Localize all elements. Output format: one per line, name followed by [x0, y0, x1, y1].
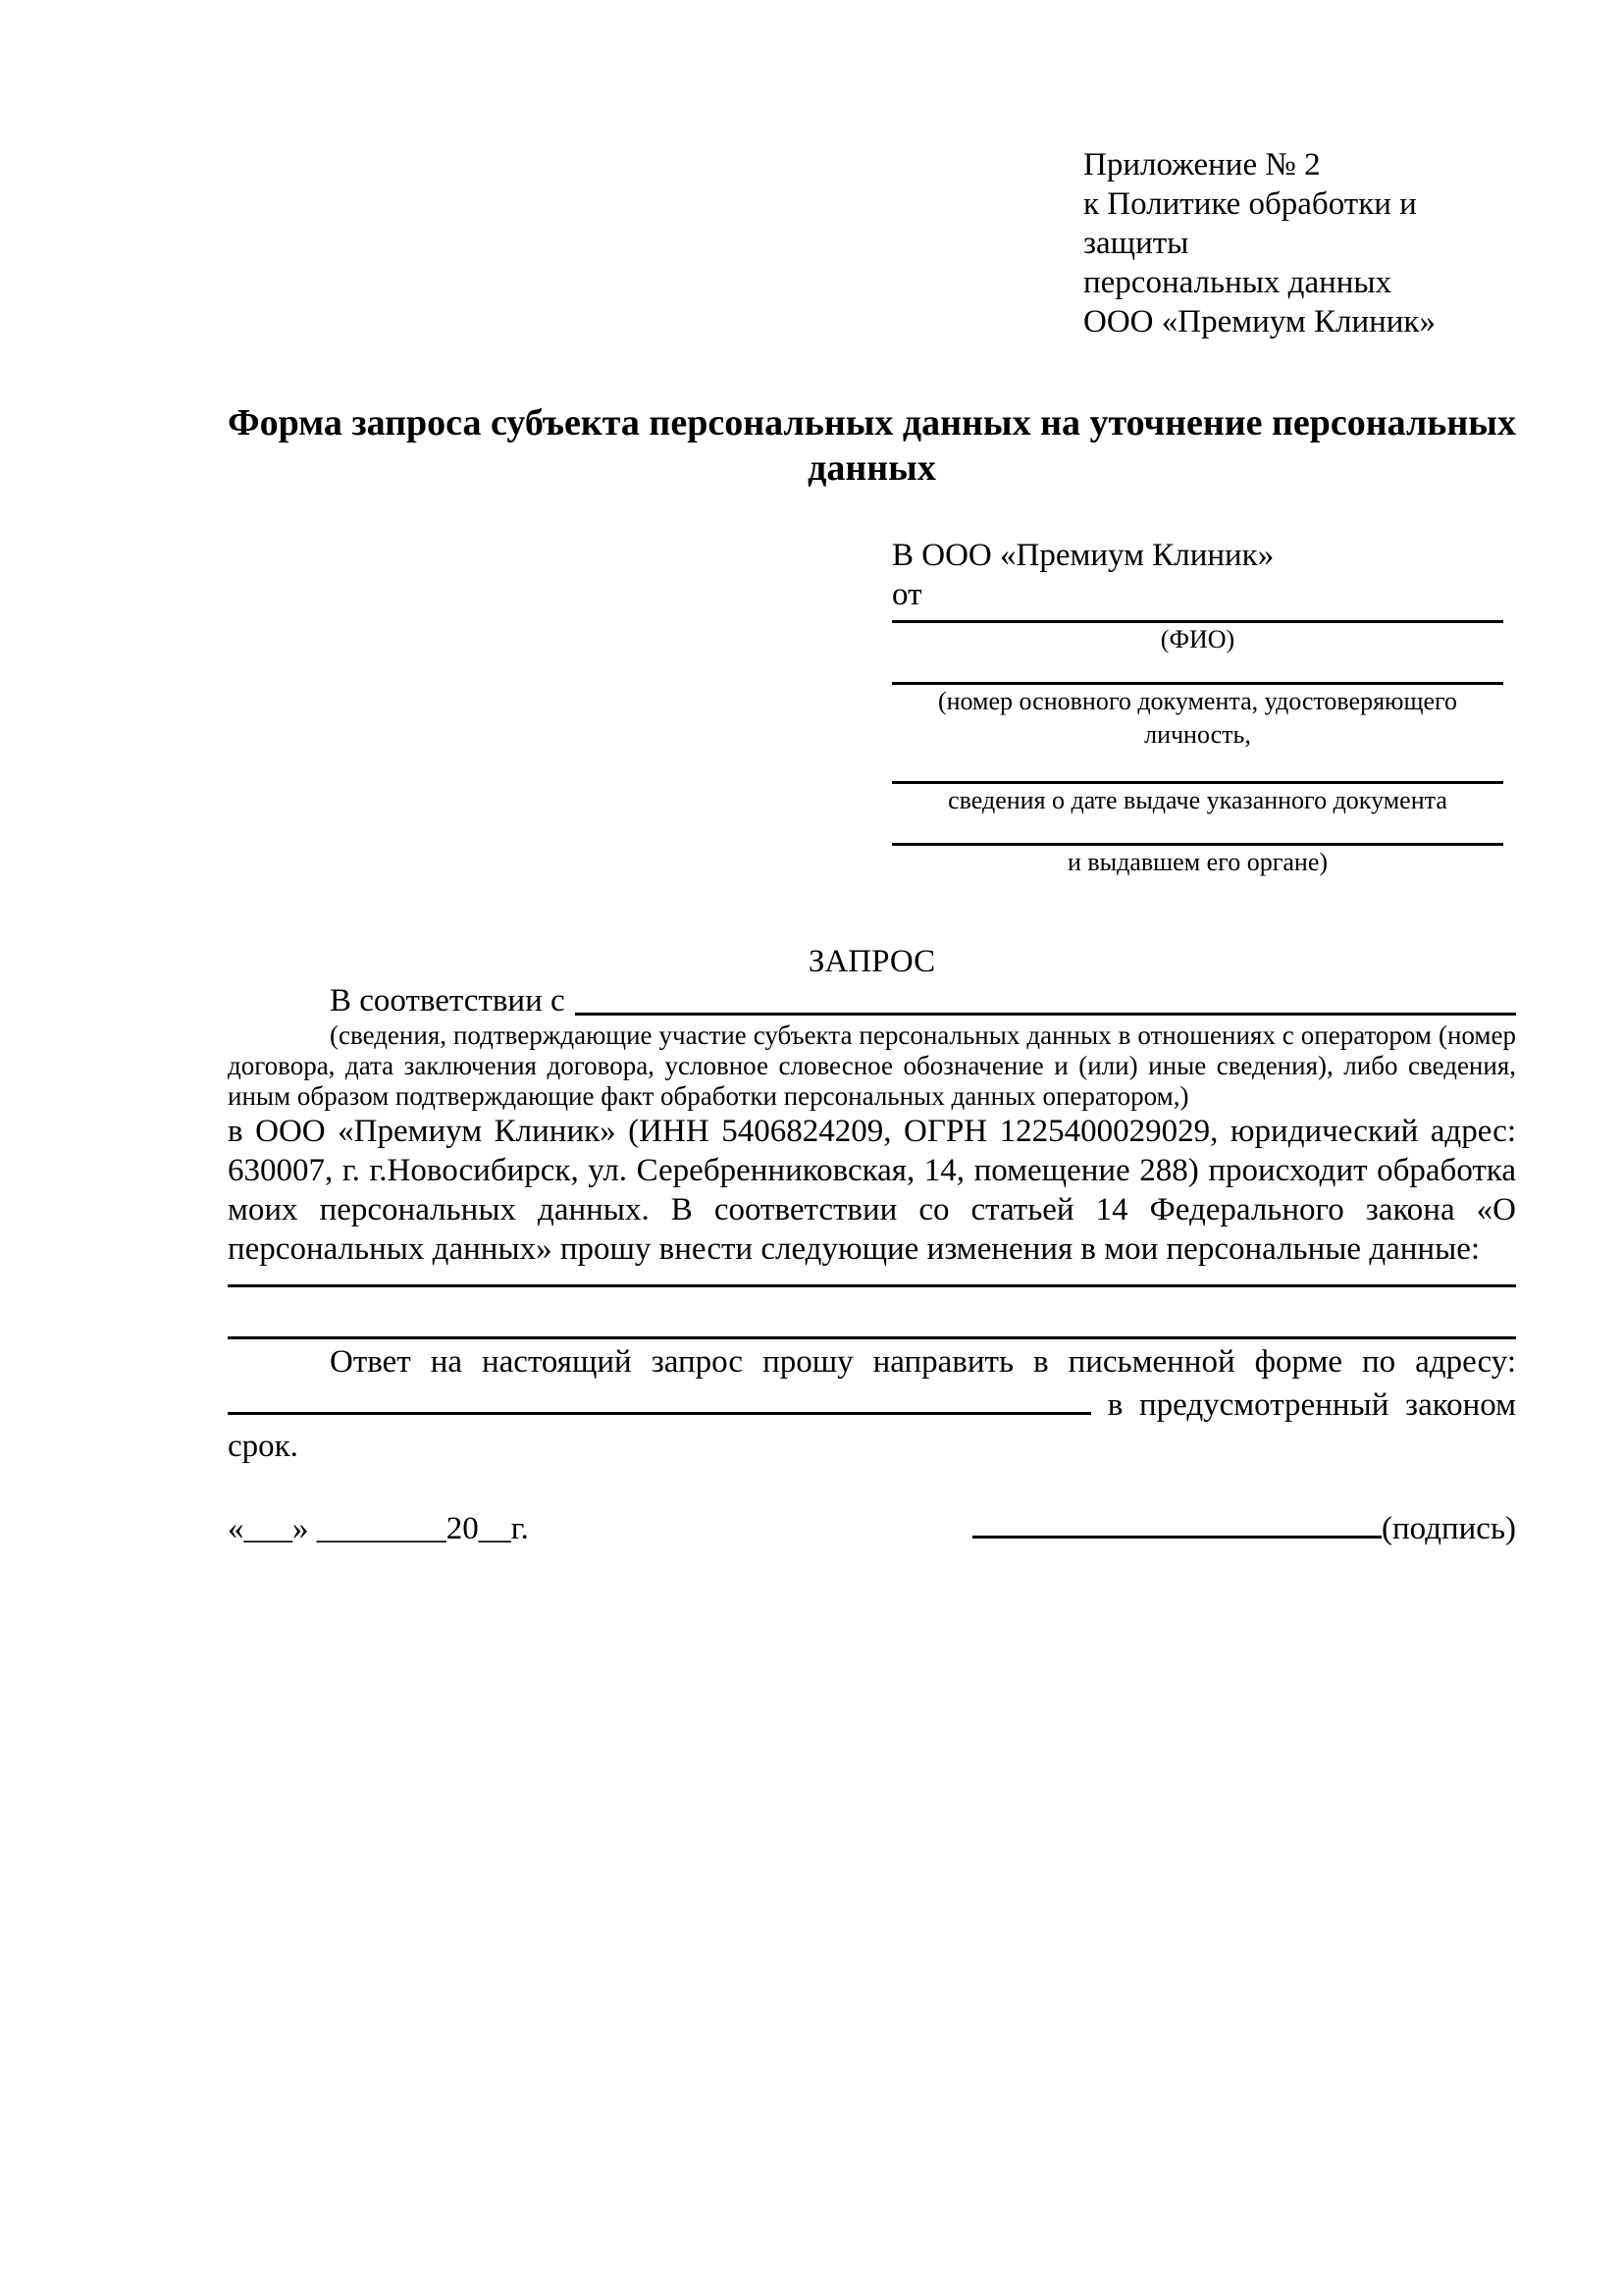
addressee-block — [892, 536, 1503, 879]
changes-blank-line-1[interactable] — [228, 1269, 1516, 1287]
accordance-note: (сведения, подтверждающие участие субъекта персональных данных в отношениях с оператором (номер договора, дата заключения договора, условное словесное обозначение и (или) иные сведения), либо сведения, иным образом подтверждающие факт обработки персональных данных оператором,) — [228, 1020, 1516, 1111]
body-paragraph: в ООО «Премиум Клиник» (ИНН 5406824209, ОГРН 1225400029029, юридический адрес: 630007, г. г.Новосибирск, ул. Серебренниковская, 14, помещение 288) происходит обработка моих персональных данных. В соответствии со статьей 14 Федерального закона «О персональных данных» прошу внести следующие изменения в мои персональные данные: — [228, 1114, 1516, 1267]
page-title: Форма запроса субъекта персональных данных на уточнение персональных данных — [228, 402, 1516, 489]
reply-paragraph — [228, 1341, 1516, 1467]
reply-sentence: Ответ на настоящий запрос прошу направить в письменной форме по адресу: — [330, 1344, 1516, 1380]
signature-row — [228, 1508, 1516, 1548]
signature-caption: (подпись) — [1382, 1511, 1516, 1546]
request-heading: ЗАПРОС — [808, 944, 936, 979]
date-blank[interactable]: «___» ________20__г. — [228, 1511, 529, 1546]
appendix-line: Приложение № 2 — [1083, 147, 1321, 183]
signature-group — [972, 1508, 1516, 1548]
doc-number-blank-line[interactable] — [892, 656, 1503, 685]
issue-date-caption: сведения о дате выдаче указанного документа — [948, 786, 1447, 814]
doc-number-caption: (номер основного документа, удостоверяющего личность, — [937, 687, 1458, 749]
fio-caption: (ФИО) — [1160, 625, 1235, 653]
appendix-line: ООО «Премиум Клиник» — [1083, 304, 1436, 339]
issuing-authority-blank-line[interactable] — [892, 817, 1503, 846]
issuing-authority-caption: и выдавшем его органе) — [1067, 848, 1329, 876]
appendix-line: к Политике обработки и защиты — [1083, 186, 1417, 261]
appendix-block — [1083, 145, 1516, 341]
accordance-row — [228, 981, 1516, 1020]
addressee-organization: В ООО «Премиум Клиник» — [892, 538, 1275, 573]
address-blank-line[interactable] — [228, 1383, 1091, 1415]
issue-date-blank-line[interactable] — [892, 752, 1503, 784]
appendix-line: персональных данных — [1083, 265, 1392, 300]
from-label: от — [892, 577, 922, 612]
reply-suffix: в предусмотренный законом срок. — [228, 1387, 1517, 1464]
accordance-label: В соответствии с — [330, 983, 565, 1018]
accordance-blank-line[interactable] — [575, 1013, 1516, 1016]
fio-blank-line[interactable] — [892, 614, 1503, 623]
changes-blank-line-2[interactable] — [228, 1287, 1516, 1339]
signature-blank-line[interactable] — [972, 1508, 1382, 1539]
